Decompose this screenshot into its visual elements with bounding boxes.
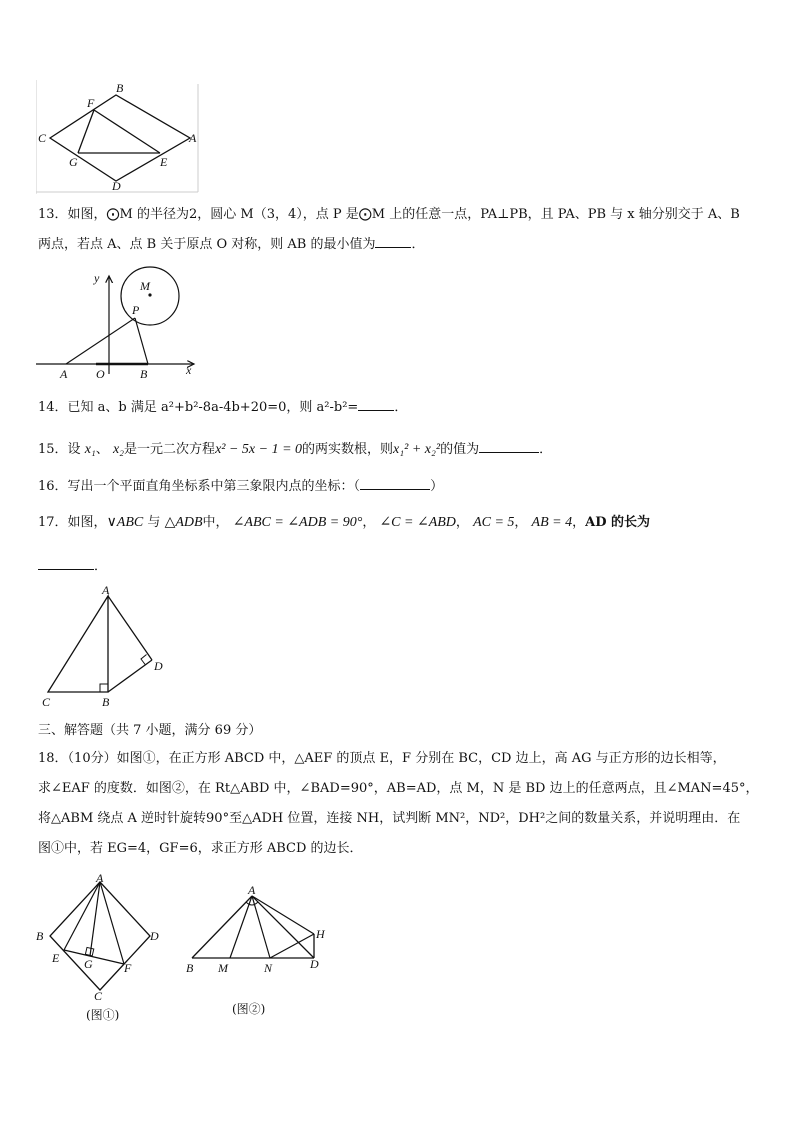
label-F: F (87, 96, 95, 110)
question-text: 求∠EAF 的度数．如图②，在 Rt△ABD 中，∠BAD=90°，AB=AD，点 M，N 是 BD 边上的任意两点，且∠MAN=45°， (38, 781, 759, 796)
punctuation: ． (411, 237, 425, 252)
question-number: 16． (38, 479, 68, 494)
question-number: 18． (38, 751, 68, 766)
label-E: E (160, 155, 168, 169)
label-B: B (36, 929, 44, 943)
question-text: AD 的长为 (585, 515, 651, 530)
punctuation: ） (430, 479, 444, 494)
label-A: A (102, 583, 110, 597)
label-A: A (60, 367, 68, 381)
label-M: M (140, 279, 150, 293)
figure-caption: (图②) (232, 1002, 266, 1016)
figure-q18-2 (180, 880, 330, 980)
label-H: H (316, 927, 325, 941)
answer-blank[interactable] (38, 555, 94, 570)
question-15 (38, 435, 768, 465)
label-G: G (84, 957, 93, 971)
math-x2: x₂ (112, 442, 125, 457)
label-B: B (140, 367, 148, 381)
figure-q12 (36, 80, 202, 194)
label-C: C (38, 131, 47, 145)
figure-q17 (36, 582, 176, 712)
label-M: M (218, 961, 228, 975)
question-13-line2 (38, 230, 768, 260)
label-B: B (186, 961, 194, 975)
question-14 (38, 393, 768, 423)
question-text: 中， (202, 515, 229, 530)
label-C: C (94, 989, 103, 1002)
label-A: A (189, 131, 197, 145)
question-number: 15． (38, 442, 68, 457)
label-O: O (96, 367, 105, 381)
label-D: D (112, 179, 121, 193)
question-17: 17．如图，∨ABC 与 △ADB中， ∠ABC = ∠ADB = 90°， ∠C = ∠ABD， AC = 5， AB = 4，AD 的长为 ． (38, 515, 651, 574)
question-text: 如图，⨀M 的半径为2，圆心 M（3，4），点 P 是⨀M 上的任意一点，PA⊥PB，且 PA、PB 与 x 轴分别交于 A、B (67, 207, 740, 222)
label-G: G (69, 155, 78, 169)
question-text: （10分）如图①，在正方形 ABCD 中，△AEF 的顶点 E，F 分别在 BC，CD 边上，高 AG 与正方形的边长相等， (67, 751, 726, 766)
label-E: E (52, 951, 60, 965)
figure-q13 (36, 266, 206, 382)
label-D: D (154, 659, 163, 673)
question-text: 写出一个平面直角坐标系中第三象限内点的坐标：（ (67, 479, 361, 494)
separator: 、 (95, 442, 109, 457)
math-condition: AC = 5 (473, 515, 515, 530)
answer-blank[interactable] (375, 233, 411, 248)
label-C: C (42, 695, 51, 709)
math-triangle-adb: △ADB (164, 515, 203, 530)
punctuation: ． (539, 442, 553, 457)
figure-q18-1 (36, 872, 166, 1002)
question-number: 17． (38, 515, 68, 530)
question-number: 14． (38, 400, 68, 415)
label-D: D (150, 929, 159, 943)
label-N: N (264, 961, 273, 975)
label-A: A (248, 883, 256, 897)
question-text: 两点，若点 A、点 B 关于原点 O 对称，则 AB 的最小值为 (38, 237, 376, 252)
math-expression: x₁² + x₂² (393, 442, 441, 457)
math-x1: x₁ (84, 442, 96, 457)
label-B: B (102, 695, 110, 709)
question-text: 将△ABM 绕点 A 逆时针旋转90°至△ADH 位置，连接 NH，试判断 MN²，ND²，DH²之间的数量关系，并说明理由．在 (38, 811, 741, 826)
section-heading (38, 716, 768, 746)
figure-caption: (图①) (86, 1008, 120, 1022)
punctuation: ． (394, 400, 408, 415)
question-13-line1 (38, 200, 768, 230)
label-D: D (310, 957, 319, 971)
question-text: 与 (147, 515, 161, 530)
question-text: 已知 a、b 满足 a²+b²-8a-4b+20=0，则 a²-b²= (67, 400, 359, 415)
punctuation: ． (94, 559, 108, 574)
question-13 (38, 200, 768, 260)
question-18 (38, 744, 768, 864)
question-number: 13． (38, 207, 68, 222)
question-text: 图①中，若 EG=4，GF=6，求正方形 ABCD 的边长． (38, 841, 363, 856)
label-F: F (124, 961, 132, 975)
math-triangle-abc: ∨ABC (106, 515, 144, 530)
label-x: x (186, 363, 192, 377)
label-P: P (132, 303, 140, 317)
answer-blank[interactable] (358, 396, 394, 411)
question-text: 设 (67, 442, 81, 457)
section-title: 三、解答题（共 7 小题，满分 69 分） (38, 723, 262, 738)
question-text: 的两实数根，则 (302, 442, 394, 457)
question-text: 是一元二次方程 (124, 442, 216, 457)
answer-blank[interactable] (479, 438, 539, 453)
label-B: B (116, 81, 124, 95)
math-equation: x² − 5x − 1 = 0 (215, 442, 303, 457)
question-16 (38, 472, 768, 502)
label-A: A (96, 872, 104, 885)
math-condition: ∠ABC = ∠ADB = 90° (232, 515, 363, 530)
math-condition: AB = 4 (531, 515, 573, 530)
math-condition: ∠C = ∠ABD (379, 515, 456, 530)
answer-blank[interactable] (360, 475, 430, 490)
question-text: 的值为 (440, 442, 480, 457)
label-y: y (94, 271, 100, 285)
question-text: 如图， (67, 515, 107, 530)
